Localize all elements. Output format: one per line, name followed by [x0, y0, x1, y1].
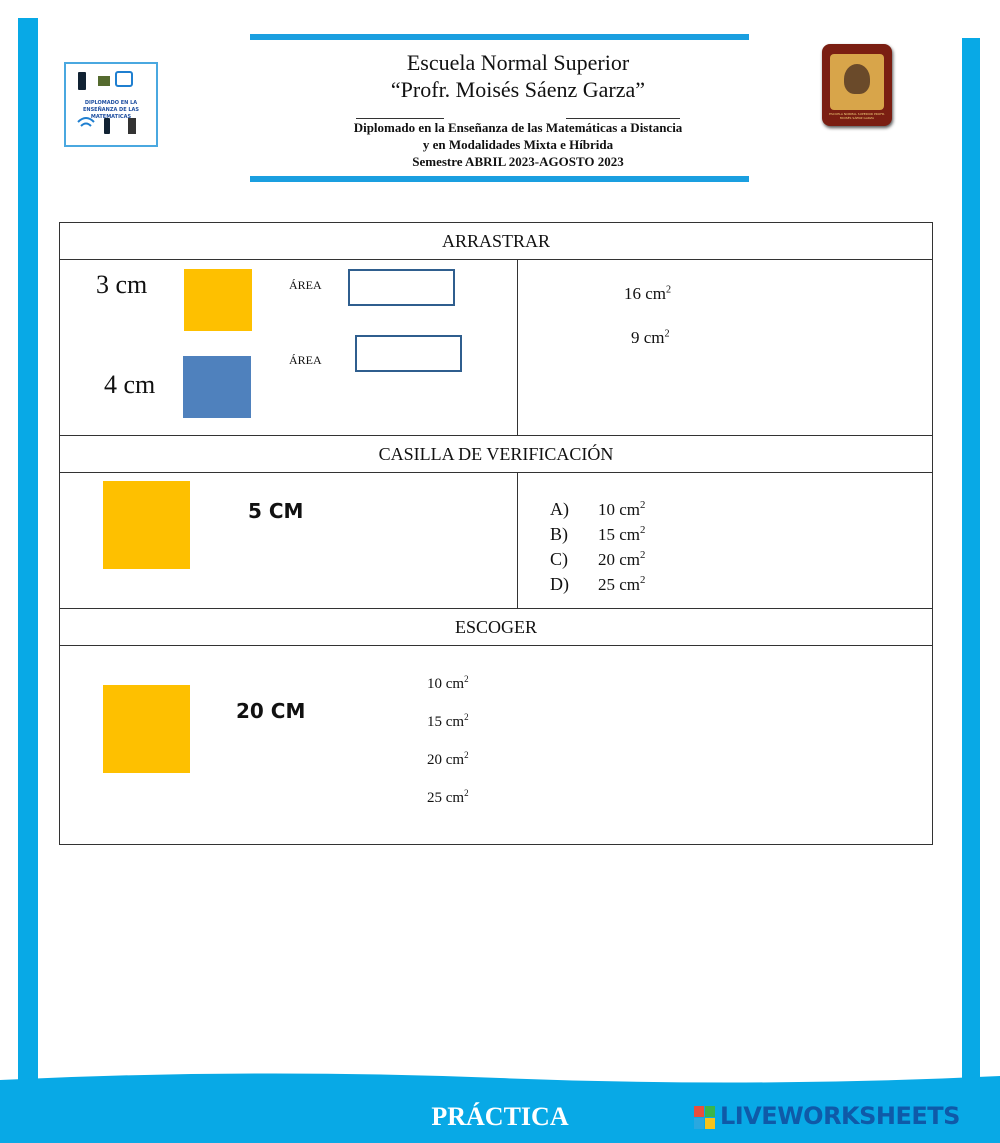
checkbox-option-b[interactable]: B) 15 $cm^2$: [550, 524, 646, 544]
school-seal-logo: [822, 44, 892, 126]
choice-option-25[interactable]: 25 $cm^2$: [427, 788, 469, 806]
choice-option-15[interactable]: 15 $cm^2$: [427, 712, 469, 730]
diploma-logo: [64, 62, 158, 147]
section-casilla-header: [59, 435, 933, 473]
semester-label: Semestre ABRIL 2023-AGOSTO 2023: [412, 154, 624, 169]
draggable-option-16[interactable]: 16 $cm^2$: [624, 284, 672, 303]
right-frame-bar: [962, 38, 980, 1143]
checkbox-option-a[interactable]: A) 10 $cm^2$: [550, 499, 646, 519]
drop-zone-area-1[interactable]: [348, 269, 455, 306]
section-arrastrar-title: ARRASTRAR: [441, 231, 551, 251]
square-side-label-5cm: 5 CM: [248, 499, 304, 523]
yellow-square-5cm: [103, 481, 190, 569]
diploma-title: Diplomado en la Enseñanza de las Matemáticas a Distancia: [353, 120, 683, 135]
section-casilla-title: CASILLA DE VERIFICACIÓN: [378, 444, 614, 464]
school-honoree: “Profr. Moisés Sáenz Garza”: [390, 77, 646, 102]
checkbox-option-d[interactable]: D) 25 $cm^2$: [550, 574, 646, 594]
blue-square-4cm: [183, 356, 251, 418]
liveworksheets-brand[interactable]: LIVEWORKSHEETS: [720, 1102, 960, 1130]
diploma-logo-text: DIPLOMADO EN LA ENSEÑANZA DE LAS MATEMATICAS: [82, 100, 140, 120]
choice-option-20[interactable]: 20 $cm^2$: [427, 750, 469, 768]
escoger-cell: [59, 645, 933, 845]
section-escoger-header: [59, 608, 933, 646]
school-seal-text: ESCUELA NORMAL SUPERIOR PROFR. MOISÉS SÁENZ GARZA: [829, 112, 885, 120]
header-rule-right: [566, 118, 680, 119]
header-top-line: [250, 34, 749, 40]
yellow-square-20cm: [103, 685, 190, 773]
square-side-label-20cm: 20 CM: [236, 699, 306, 723]
section-escoger-title: ESCOGER: [454, 617, 537, 637]
square-side-label-3cm: 3 cm: [96, 270, 148, 299]
section-arrastrar-header: [59, 222, 933, 260]
header-rule-left: [356, 118, 444, 119]
arrastrar-right-cell: [517, 259, 933, 436]
arrastrar-left-cell: [59, 259, 518, 436]
school-name: Escuela Normal Superior: [406, 50, 630, 75]
diploma-modalities: y en Modalidades Mixta e Híbrida: [422, 137, 614, 152]
checkbox-option-c[interactable]: C) 20 $cm^2$: [550, 549, 646, 569]
header-bottom-line: [250, 176, 749, 182]
area-label-2: ÁREA: [289, 353, 322, 367]
choice-option-10[interactable]: 10 $cm^2$: [427, 674, 469, 692]
casilla-left-cell: [59, 472, 518, 609]
area-label-1: ÁREA: [289, 278, 322, 292]
yellow-square-3cm: [184, 269, 252, 331]
liveworksheets-icon: [694, 1106, 716, 1130]
footer-practica-title: PRÁCTICA: [431, 1102, 569, 1131]
left-frame-bar: [18, 18, 38, 1143]
casilla-right-cell: [517, 472, 933, 609]
draggable-option-9[interactable]: 9 $cm^2$: [631, 328, 670, 347]
square-side-label-4cm: 4 cm: [104, 370, 156, 399]
drop-zone-area-2[interactable]: [355, 335, 462, 372]
